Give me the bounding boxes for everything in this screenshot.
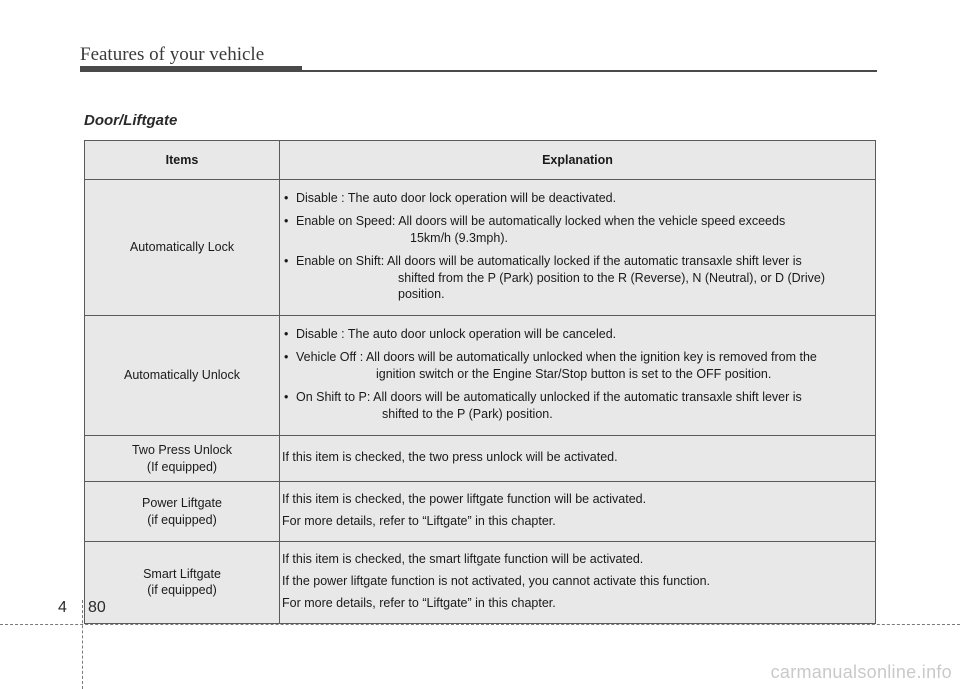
- bullet-label: On Shift to P:: [296, 389, 374, 404]
- item-qualifier: (If equipped): [146, 459, 218, 474]
- bullet-list: [282, 326, 867, 422]
- explanation-cell: [280, 180, 876, 316]
- bullet-item: [282, 190, 867, 207]
- header-rule-thick: [80, 66, 302, 72]
- bullet-label: Vehicle Off :: [296, 350, 366, 365]
- bullet-continuation: shifted to the P (Park) position.: [382, 406, 553, 421]
- item-cell: [85, 435, 280, 482]
- explanation-cell: [280, 435, 876, 482]
- explanation-cell: [280, 316, 876, 435]
- chapter-number: 4: [58, 599, 67, 616]
- page-header-title: Features of your vehicle: [80, 44, 265, 65]
- section-title: Door/Liftgate: [84, 112, 178, 129]
- bullet-continuation: ignition switch or the Engine Star/Stop button is set to the OFF position.: [376, 367, 772, 381]
- watermark-text: carmanualsonline.info: [770, 662, 952, 682]
- explanation-text: If this item is checked, the power liftgate function will be activated.: [282, 492, 647, 507]
- bullet-item: [282, 326, 867, 343]
- item-name: Smart Liftgate: [143, 566, 221, 581]
- item-cell: [85, 180, 280, 316]
- item-name: Power Liftgate: [142, 495, 222, 510]
- item-cell: [85, 482, 280, 542]
- explanation-cell: [280, 542, 876, 624]
- item-qualifier: (if equipped): [147, 583, 217, 598]
- explanation-text: If this item is checked, the two press unlock will be activated.: [282, 450, 618, 465]
- bullet-label: Enable on Speed:: [296, 213, 399, 228]
- bullet-item: [282, 253, 867, 304]
- bullet-item: [282, 213, 867, 247]
- table-header-row: [85, 141, 876, 180]
- item-name: Automatically Lock: [129, 240, 235, 255]
- bullet-label: Disable :: [296, 191, 348, 205]
- explanation-text: If the power liftgate function is not activated, you cannot activate this function.: [282, 574, 711, 588]
- page-number: 80: [88, 599, 106, 616]
- column-header-explanation: Explanation: [280, 141, 876, 180]
- bullet-text: All doors will be automatically locked if the automatic transaxle shift lever is: [387, 253, 802, 268]
- table-row: [85, 316, 876, 435]
- item-name: Automatically Unlock: [123, 368, 240, 382]
- table-row: [85, 435, 876, 482]
- table-row: [85, 482, 876, 542]
- header-rule-thin: [302, 70, 877, 72]
- bullet-text: All doors will be automatically unlocked if the automatic transaxle shift lever is: [373, 389, 802, 404]
- bullet-label: Enable on Shift:: [296, 253, 388, 268]
- table-row: [85, 542, 876, 624]
- bullet-text: All doors will be automatically locked when the vehicle speed exceeds: [398, 213, 786, 228]
- bullet-list: [282, 190, 867, 303]
- bullet-label: Disable :: [296, 327, 348, 342]
- column-header-items: Items: [85, 141, 280, 180]
- explanation-text: For more details, refer to “Liftgate” in this chapter.: [282, 514, 556, 529]
- bullet-item: [282, 349, 867, 383]
- item-name: Two Press Unlock: [131, 442, 233, 457]
- bullet-continuation: shifted from the P (Park) position to the R (Reverse), N (Neutral), or D (Drive) position.: [398, 270, 825, 302]
- item-qualifier: (if equipped): [147, 512, 217, 527]
- footer-vertical-rule: [82, 600, 83, 689]
- explanation-text: If this item is checked, the smart liftgate function will be activated.: [282, 552, 644, 567]
- bullet-continuation: 15km/h (9.3mph).: [410, 230, 508, 245]
- bullet-text: The auto door lock operation will be deactivated.: [347, 191, 617, 205]
- settings-table: [84, 140, 876, 624]
- table-row: [85, 180, 876, 316]
- footer-dashed-rule: [0, 624, 960, 625]
- bullet-text: All doors will be automatically unlocked when the ignition key is removed from the: [365, 350, 817, 365]
- bullet-text: The auto door unlock operation will be canceled.: [347, 327, 617, 342]
- explanation-cell: [280, 482, 876, 542]
- explanation-text: For more details, refer to “Liftgate” in this chapter.: [282, 595, 556, 610]
- bullet-item: [282, 389, 867, 423]
- item-cell: [85, 542, 280, 624]
- item-cell: [85, 316, 280, 435]
